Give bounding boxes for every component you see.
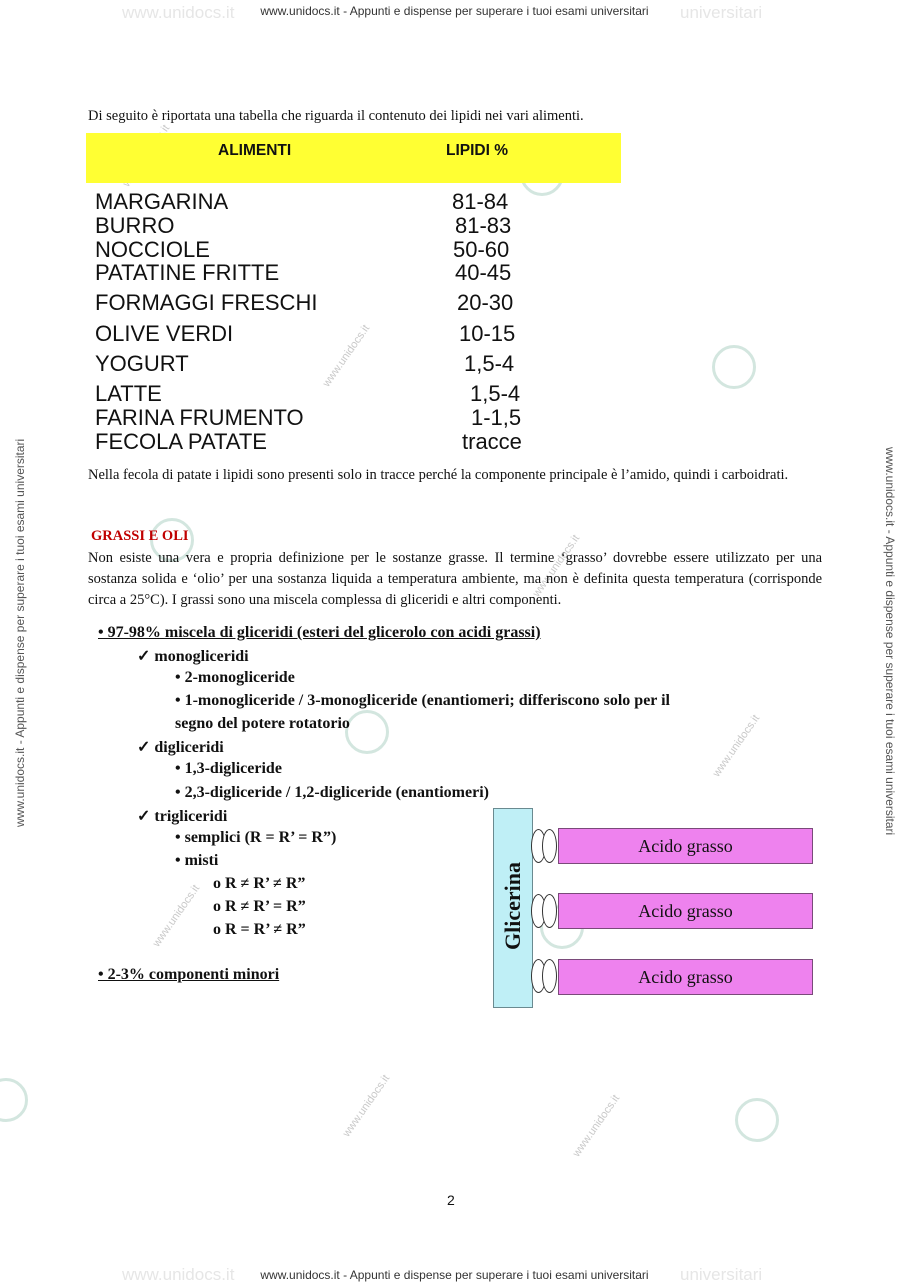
diagonal-watermark: www.unidocs.it <box>710 712 763 780</box>
table-header <box>86 133 621 183</box>
footer-ghost-left: www.unidocs.it <box>122 1265 235 1284</box>
table-row-food: MARGARINA <box>95 189 229 214</box>
diagonal-watermark: www.unidocs.it <box>150 882 203 950</box>
list-main-gliceridi: • 97-98% miscela di gliceridi (esteri del glicerolo con acidi grassi) <box>98 624 541 641</box>
table-row-value: 81-84 <box>452 189 509 214</box>
ester-link-icon <box>542 894 557 928</box>
table-row-value: 10-15 <box>459 321 516 346</box>
table-header-alimenti: ALIMENTI <box>218 142 292 159</box>
list-item: • misti <box>175 852 219 869</box>
list-trigliceridi: ✓ trigliceridi <box>137 808 228 825</box>
watermark-logo-icon <box>712 345 756 389</box>
table-row-food: FECOLA PATATE <box>95 429 267 454</box>
table-header-lipidi: LIPIDI % <box>446 142 509 159</box>
list-item: o R ≠ R’ = R” <box>213 898 306 915</box>
table-row-food: LATTE <box>95 381 162 406</box>
table-row-food: OLIVE VERDI <box>95 321 234 346</box>
diagonal-watermark: www.unidocs.it <box>340 1072 393 1140</box>
table-row-food: BURRO <box>95 213 175 238</box>
list-item: • 1-monogliceride / 3-monogliceride (enantiomeri; differiscono solo per il <box>175 692 670 709</box>
list-componenti-minori: • 2-3% componenti minori <box>98 966 280 983</box>
list-item: o R = R’ ≠ R” <box>213 921 306 938</box>
watermark-logo-icon <box>735 1098 779 1142</box>
table-row-value: 40-45 <box>455 260 512 285</box>
ester-link-icon <box>542 959 557 993</box>
list-item: • 2-monogliceride <box>175 669 295 686</box>
section-title: GRASSI E OLI <box>91 528 189 544</box>
diagonal-watermark: www.unidocs.it <box>320 322 373 390</box>
table-row-value: 1,5-4 <box>470 381 521 406</box>
watermark-logo-icon <box>0 1078 28 1122</box>
table-row-food: FARINA FRUMENTO <box>95 405 304 430</box>
list-item: • 1,3-digliceride <box>175 760 282 777</box>
page-number: 2 <box>447 1192 455 1208</box>
section-paragraph: Non esiste una vera e propria definizione per le sostanze grasse. Il termine ‘grasso’ dovrebbe essere utilizzato per una sostanza solida e ‘olio’ per una sostanza liquida a temperatura ambiente, ma non è definita questa temperatura (corrisponde circa a 25°C). I grassi sono una miscela complessa di gliceridi e altri componenti. <box>88 550 822 608</box>
list-digliceridi: ✓ digliceridi <box>137 739 224 756</box>
list-item: o R ≠ R’ ≠ R” <box>213 875 306 892</box>
intro-text: Di seguito è riportata una tabella che riguarda il contenuto dei lipidi nei vari alimenti. <box>88 108 584 124</box>
glycerin-label: Glicerina <box>500 862 525 950</box>
header-ghost-right: universitari <box>680 3 763 22</box>
header-ghost-left: www.unidocs.it <box>122 3 235 22</box>
footer-ghost-right: universitari <box>680 1265 763 1284</box>
fatty-acid-chain: Acido grasso <box>558 828 813 864</box>
list-item: • semplici (R = R’ = R”) <box>175 829 337 846</box>
table-row-value: 81-83 <box>455 213 512 238</box>
diagonal-watermark: www.unidocs.it <box>530 532 583 600</box>
header-site-text: www.unidocs.it - Appunti e dispense per superare i tuoi esami universitari <box>260 4 649 18</box>
fatty-acid-chain: Acido grasso <box>558 959 813 995</box>
list-item: segno del potere rotatorio <box>175 715 350 732</box>
table-row-value: 50-60 <box>453 237 510 262</box>
table-row-value: 1-1,5 <box>471 405 522 430</box>
fatty-acid-chain: Acido grasso <box>558 893 813 929</box>
table-row-value: 1,5-4 <box>464 351 515 376</box>
list-item: • 2,3-digliceride / 1,2-digliceride (enantiomeri) <box>175 784 489 801</box>
table-row-food: NOCCIOLE <box>95 237 210 262</box>
footer-site-text: www.unidocs.it - Appunti e dispense per superare i tuoi esami universitari <box>260 1268 649 1282</box>
right-side-watermark: www.unidocs.it - Appunti e dispense per superare i tuoi esami universitari <box>883 447 897 836</box>
table-row-value: 20-30 <box>457 290 514 315</box>
table-row-value: tracce <box>462 429 522 454</box>
note-paragraph: Nella fecola di patate i lipidi sono presenti solo in tracce perché la componente principale è l’amido, quindi i carboidrati. <box>88 467 789 483</box>
table-row-food: YOGURT <box>95 351 189 376</box>
table-row-food: FORMAGGI FRESCHI <box>95 290 318 315</box>
glycerin-block <box>493 808 533 1008</box>
watermark-logo-icon <box>345 710 389 754</box>
table-row-food: PATATINE FRITTE <box>95 260 280 285</box>
ester-link-icon <box>542 829 557 863</box>
diagonal-watermark: www.unidocs.it <box>570 1092 623 1160</box>
left-side-watermark: www.unidocs.it - Appunti e dispense per superare i tuoi esami universitari <box>13 438 27 827</box>
list-monogliceridi: ✓ monogliceridi <box>137 648 249 665</box>
